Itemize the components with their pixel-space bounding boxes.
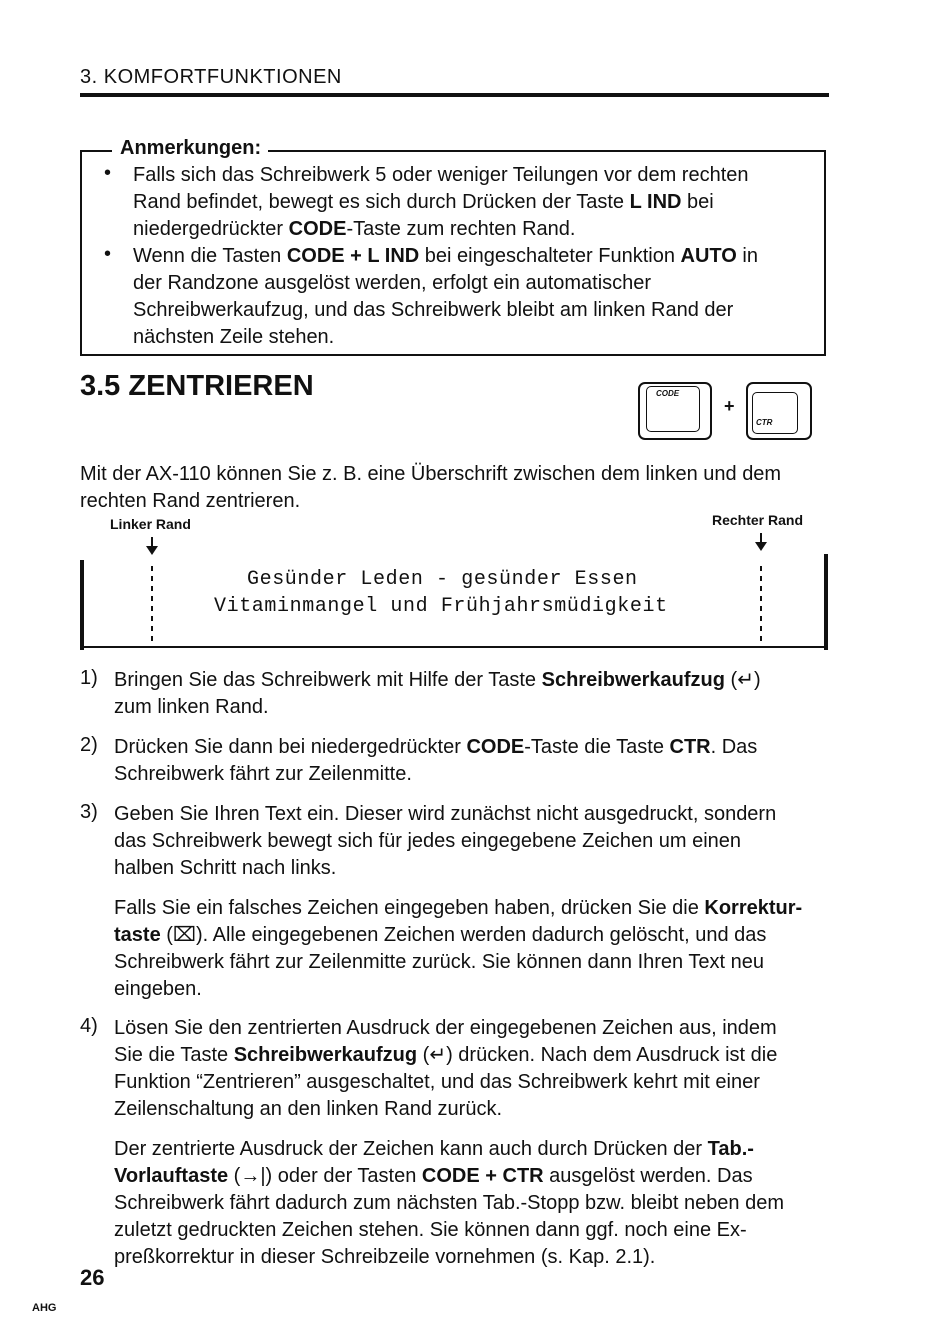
code-key-icon [638,382,712,440]
step-3-p2-line-3: Schreibwerk fährt zur Zeilenmitte zurück. Sie können dann Ihren Text neu [114,951,764,973]
step-4-number: 4) [80,1015,98,1037]
notes-title: Anmerkungen: [120,137,262,159]
note-2-line-4: nächsten Zeile stehen. [133,326,335,348]
chapter-header: 3. KOMFORTFUNKTIONEN [80,66,342,88]
step-3-p2-line-2a: taste [114,924,161,946]
step-2-line-2: Schreibwerk fährt zur Zeilenmitte. [114,763,412,785]
right-margin-dashed-line [760,566,762,648]
step-4-line-2b: Schreibwerkaufzug [233,1044,418,1066]
step-3-text [114,801,828,882]
step-4-paragraph-2 [114,1136,828,1271]
step-4-text [114,1015,828,1123]
step-3-p2-line-4: eingeben. [114,978,202,1000]
step-3-paragraph-2 [114,895,828,1003]
paper-bottom-edge [80,646,828,648]
note-item-1 [133,162,801,243]
left-margin-dashed-line [151,566,153,648]
step-3-line-2: das Schreibwerk bewegt sich für jedes eingegebene Zeichen um einen [114,830,742,852]
note-1-line-2a: Rand befindet, bewegt es sich durch Drücken der Taste [133,191,630,213]
step-4-p2-line-3: Schreibwerk fährt dadurch zum nächsten Tab.-Stopp bzw. bleibt neben dem [114,1192,785,1214]
step-2-line-1e: . Das [710,736,758,758]
step-4-line-3: Funktion “Zentrieren” ausgeschaltet, und das Schreibwerk kehrt mit einer [114,1071,760,1093]
step-1-line-1a: Bringen Sie das Schreibwerk mit Hilfe der Taste [114,669,542,691]
paper-right-edge [824,554,828,650]
bullet-2: • [104,243,112,265]
step-4-line-2a: Sie die Taste [114,1044,234,1066]
step-3-line-1: Geben Sie Ihren Text ein. Dieser wird zunächst nicht ausgedruckt, sondern [114,803,777,825]
note-1-line-3a: niedergedrückter [133,218,289,240]
note-2-line-3: Schreibwerkaufzug, und das Schreibwerk bleibt am linken Rand der [133,299,734,321]
step-4-p2-line-5: preßkorrektur in dieser Schreibzeile vornehmen (s. Kap. 2.1). [114,1246,656,1268]
step-4-p2-line-4: zuletzt gedruckten Zeichen stehen. Sie können dann ggf. noch eine Ex- [114,1219,747,1241]
centered-text-line-2: Vitaminmangel und Frühjahrsmüdigkeit [214,595,668,618]
centered-text-line-1: Gesünder Leden - gesünder Essen [247,568,638,591]
notes-box-top-left [80,150,112,152]
note-2-line-1a: Wenn die Tasten [133,245,287,267]
page-number: 26 [80,1265,105,1290]
step-4-line-1: Lösen Sie den zentrierten Ausdruck der eingegebenen Zeichen aus, indem [114,1017,777,1039]
left-arrow-head-icon [146,546,158,555]
step-4-line-4: Zeilenschaltung an den linken Rand zurück. [114,1098,503,1120]
paper-left-edge [80,560,84,650]
step-2-text [114,734,828,788]
note-2-line-2: der Randzone ausgelöst werden, erfolgt ein automatischer [133,272,652,294]
right-margin-label: Rechter Rand [712,512,804,528]
plus-sign: + [724,396,735,416]
step-1-number: 1) [80,667,98,689]
ctr-key-label: CTR [756,418,773,427]
step-4-p2-line-2b: (→|) oder der Tasten [228,1165,422,1187]
step-3-p2-line-1b: Korrektur- [704,897,803,919]
step-2-line-1c: -Taste die Taste [524,736,670,758]
step-1-line-2: zum linken Rand. [114,696,269,718]
note-2-line-1d: AUTO [680,245,737,267]
ctr-key-icon [746,382,812,440]
intro-paragraph [80,461,830,515]
note-2-line-1c: bei eingeschalteter Funktion [419,245,681,267]
step-2-number: 2) [80,734,98,756]
step-3-line-3: halben Schritt nach links. [114,857,337,879]
note-1-line-3b: CODE [288,218,347,240]
left-margin-label: Linker Rand [110,516,191,532]
step-4-p2-line-2c: CODE + CTR [421,1165,544,1187]
note-1-line-2b: L IND [629,191,682,213]
step-4-line-2c: (↵) drücken. Nach dem Ausdruck ist die [417,1044,778,1066]
step-3-number: 3) [80,801,98,823]
step-3-p2-line-1a: Falls Sie ein falsches Zeichen eingegeben haben, drücken Sie die [114,897,705,919]
section-title: 3.5 ZENTRIEREN [80,370,314,402]
step-3-p2-line-2b: (⌧). Alle eingegebenen Zeichen werden dadurch gelöscht, und das [160,924,767,946]
step-2-line-1b: CODE [466,736,525,758]
step-1-text [114,667,828,721]
step-1-line-1c: (↵) [725,669,761,691]
step-4-p2-line-2a: Vorlauftaste [114,1165,229,1187]
step-4-p2-line-2d: ausgelöst werden. Das [543,1165,753,1187]
note-1-line-1: Falls sich das Schreibwerk 5 oder weniger Teilungen vor dem rechten [133,164,749,186]
right-arrow-head-icon [755,542,767,551]
step-1-line-1b: Schreibwerkaufzug [541,669,725,691]
step-2-line-1a: Drücken Sie dann bei niedergedrückter [114,736,467,758]
bullet-1: • [104,162,112,184]
code-key-label: CODE [656,389,680,398]
header-rule [80,93,829,97]
step-4-p2-line-1b: Tab.- [707,1138,754,1160]
intro-line-1: Mit der AX-110 können Sie z. B. eine Überschrift zwischen dem linken und dem [80,463,782,485]
intro-line-2: rechten Rand zentrieren. [80,490,301,512]
note-1-line-2c: bei [681,191,714,213]
note-2-line-1e: in [736,245,758,267]
note-item-2 [133,243,801,351]
footer-code: AHG [32,1302,57,1314]
note-1-line-3c: -Taste zum rechten Rand. [346,218,576,240]
notes-box-top-right [268,150,826,152]
step-2-line-1d: CTR [669,736,711,758]
step-4-p2-line-1a: Der zentrierte Ausdruck der Zeichen kann auch durch Drücken der [114,1138,708,1160]
note-2-line-1b: CODE + L IND [286,245,420,267]
